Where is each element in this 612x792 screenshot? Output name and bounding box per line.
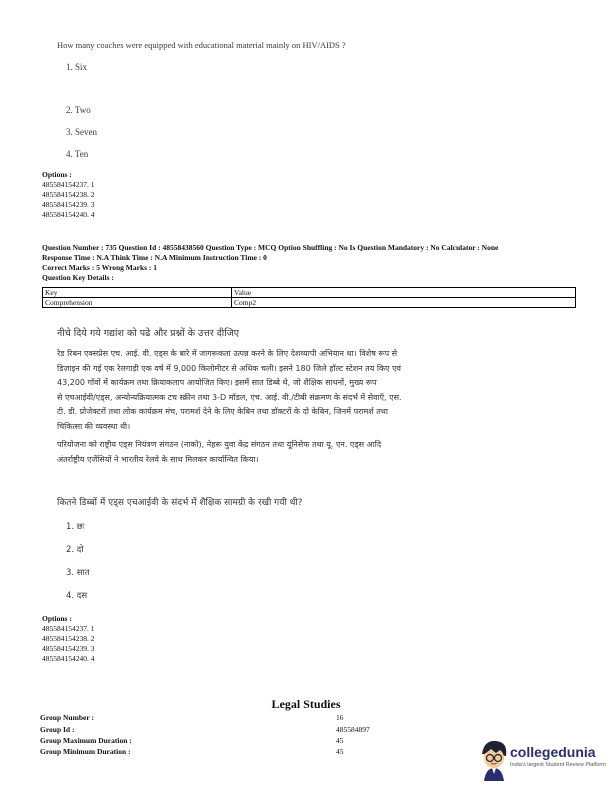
option-hi-3: 3. सात <box>66 568 90 578</box>
passage-line: परियोजना को राष्ट्रीय एड्स नियंत्रण संगठन (नाको), नेहरू युवा केंद्र संगठन तथा यूनिसेफ तथा यू. एन. एड्स आदि <box>57 440 382 449</box>
table-header-value: Value <box>232 288 576 298</box>
option-en-3: 3. Seven <box>66 127 97 137</box>
option-id-2: 485584154238. 2 <box>42 634 95 643</box>
option-id-1: 485584154237. 1 <box>42 624 95 633</box>
meta-line-4: Question Key Details : <box>42 273 114 282</box>
options-label: Options : <box>42 170 72 179</box>
option-id-2: 485584154238. 2 <box>42 190 95 199</box>
group-id-value: 485584897 <box>336 725 370 734</box>
passage-line: चिकित्सा की व्यवस्था थी। <box>57 421 131 431</box>
passage-line: टी. डी. प्रोजेक्टरों तथा लोक कार्यक्रम मंच, परामर्श देने के लिए केबिन तथा डॉक्टरों के दो केबिन, जिनमें परामर्श तथा <box>57 407 388 416</box>
question-text-hi: कितने डिब्बों में एड्स एचआईवी के संदर्भ में शैक्षिक सामग्री के रखी गयी थी? <box>57 498 303 508</box>
group-max-duration-label: Group Maximum Duration : <box>40 736 132 745</box>
option-id-1: 485584154237. 1 <box>42 180 95 189</box>
table-row <box>43 298 576 308</box>
option-id-3: 485584154239. 3 <box>42 644 95 653</box>
options-list-2 <box>42 614 95 664</box>
option-en-1: 1. Six <box>66 62 88 72</box>
option-id-4: 485584154240. 4 <box>42 654 95 663</box>
passage-line: अंतर्राष्ट्रीय एजेंसियों ने भारतीय रेलवे के साथ मिलकर कार्यान्वित किया। <box>57 454 259 464</box>
question-meta <box>42 243 582 283</box>
question-text-en: How many coaches were equipped with educational material mainly on HIV/AIDS ? <box>57 40 346 50</box>
passage-paragraph-2 <box>57 438 577 467</box>
logo-wordmark: collegedunia <box>510 744 596 760</box>
option-hi-1: 1. छः <box>66 522 85 532</box>
passage-paragraph-1 <box>57 347 577 434</box>
passage-line: रेड रिबन एक्सप्रेस एच. आई. वी. एड्स के बारे में जागरूकता उत्पन्न करने के लिए देशव्यापी अभियान था। विशेष रूप से <box>57 349 398 358</box>
table-header-row <box>43 288 576 298</box>
meta-line-3: Correct Marks : 5 Wrong Marks : 1 <box>42 263 158 272</box>
table-cell-value: Comp2 <box>232 298 576 308</box>
passage-instruction-hi: नीचे दिये गये गद्यांश को पढे और प्रश्नों के उत्तर दीजिए <box>57 328 239 339</box>
option-en-2: 2. Two <box>66 105 91 115</box>
group-number-value: 16 <box>336 713 344 722</box>
options-label: Options : <box>42 614 72 623</box>
group-min-duration-value: 45 <box>336 747 344 756</box>
section-title: Legal Studies <box>271 697 341 711</box>
table-cell-key: Comprehension <box>43 298 232 308</box>
mascot-icon <box>478 738 510 782</box>
passage-line: 43,200 गाँवों में कार्यक्रम तथा क्रियाकलाप आयोजित किए। इसमें सात डिब्बे थे, जो शैक्षिक साधनों, मुख्य रूप <box>57 378 377 387</box>
key-details-table <box>42 287 576 308</box>
group-min-duration-label: Group Minimum Duration : <box>40 747 131 756</box>
passage-line: डिज़ाइन की गई एक रेलगाड़ी एक वर्ष में 9,000 किलोमीटर से अधिक चली। इसने 180 जिले हॉल्ट स्टेशन तय किए एवं <box>57 363 401 373</box>
option-en-4: 4. Ten <box>66 149 89 159</box>
logo-tagline: India's largest Student Review Platform <box>510 762 606 768</box>
group-number-label: Group Number : <box>40 713 94 722</box>
option-hi-4: 4. दस <box>66 591 88 601</box>
option-id-3: 485584154239. 3 <box>42 200 95 209</box>
option-hi-2: 2. दो <box>66 545 84 555</box>
meta-line-1: Question Number : 735 Question Id : 48558438560 Question Type : MCQ Option Shuffling : No Is Question Mandatory : No Calculator : None <box>42 243 499 252</box>
meta-line-2: Response Time : N.A Think Time : N.A Minimum Instruction Time : 0 <box>42 253 267 262</box>
passage-line: से एचआईवी/एड्स, अन्योन्यक्रियात्मक टच स्क्रीन तथा 3-D मॉडल, एच. आई. वी./टीबी संक्रमण के संदर्भ में सेवाएँ, एस. <box>57 392 402 402</box>
group-max-duration-value: 45 <box>336 736 344 745</box>
group-id-label: Group Id : <box>40 725 75 734</box>
options-list-1 <box>42 170 95 220</box>
option-id-4: 485584154240. 4 <box>42 210 95 219</box>
table-header-key: Key <box>43 288 232 298</box>
